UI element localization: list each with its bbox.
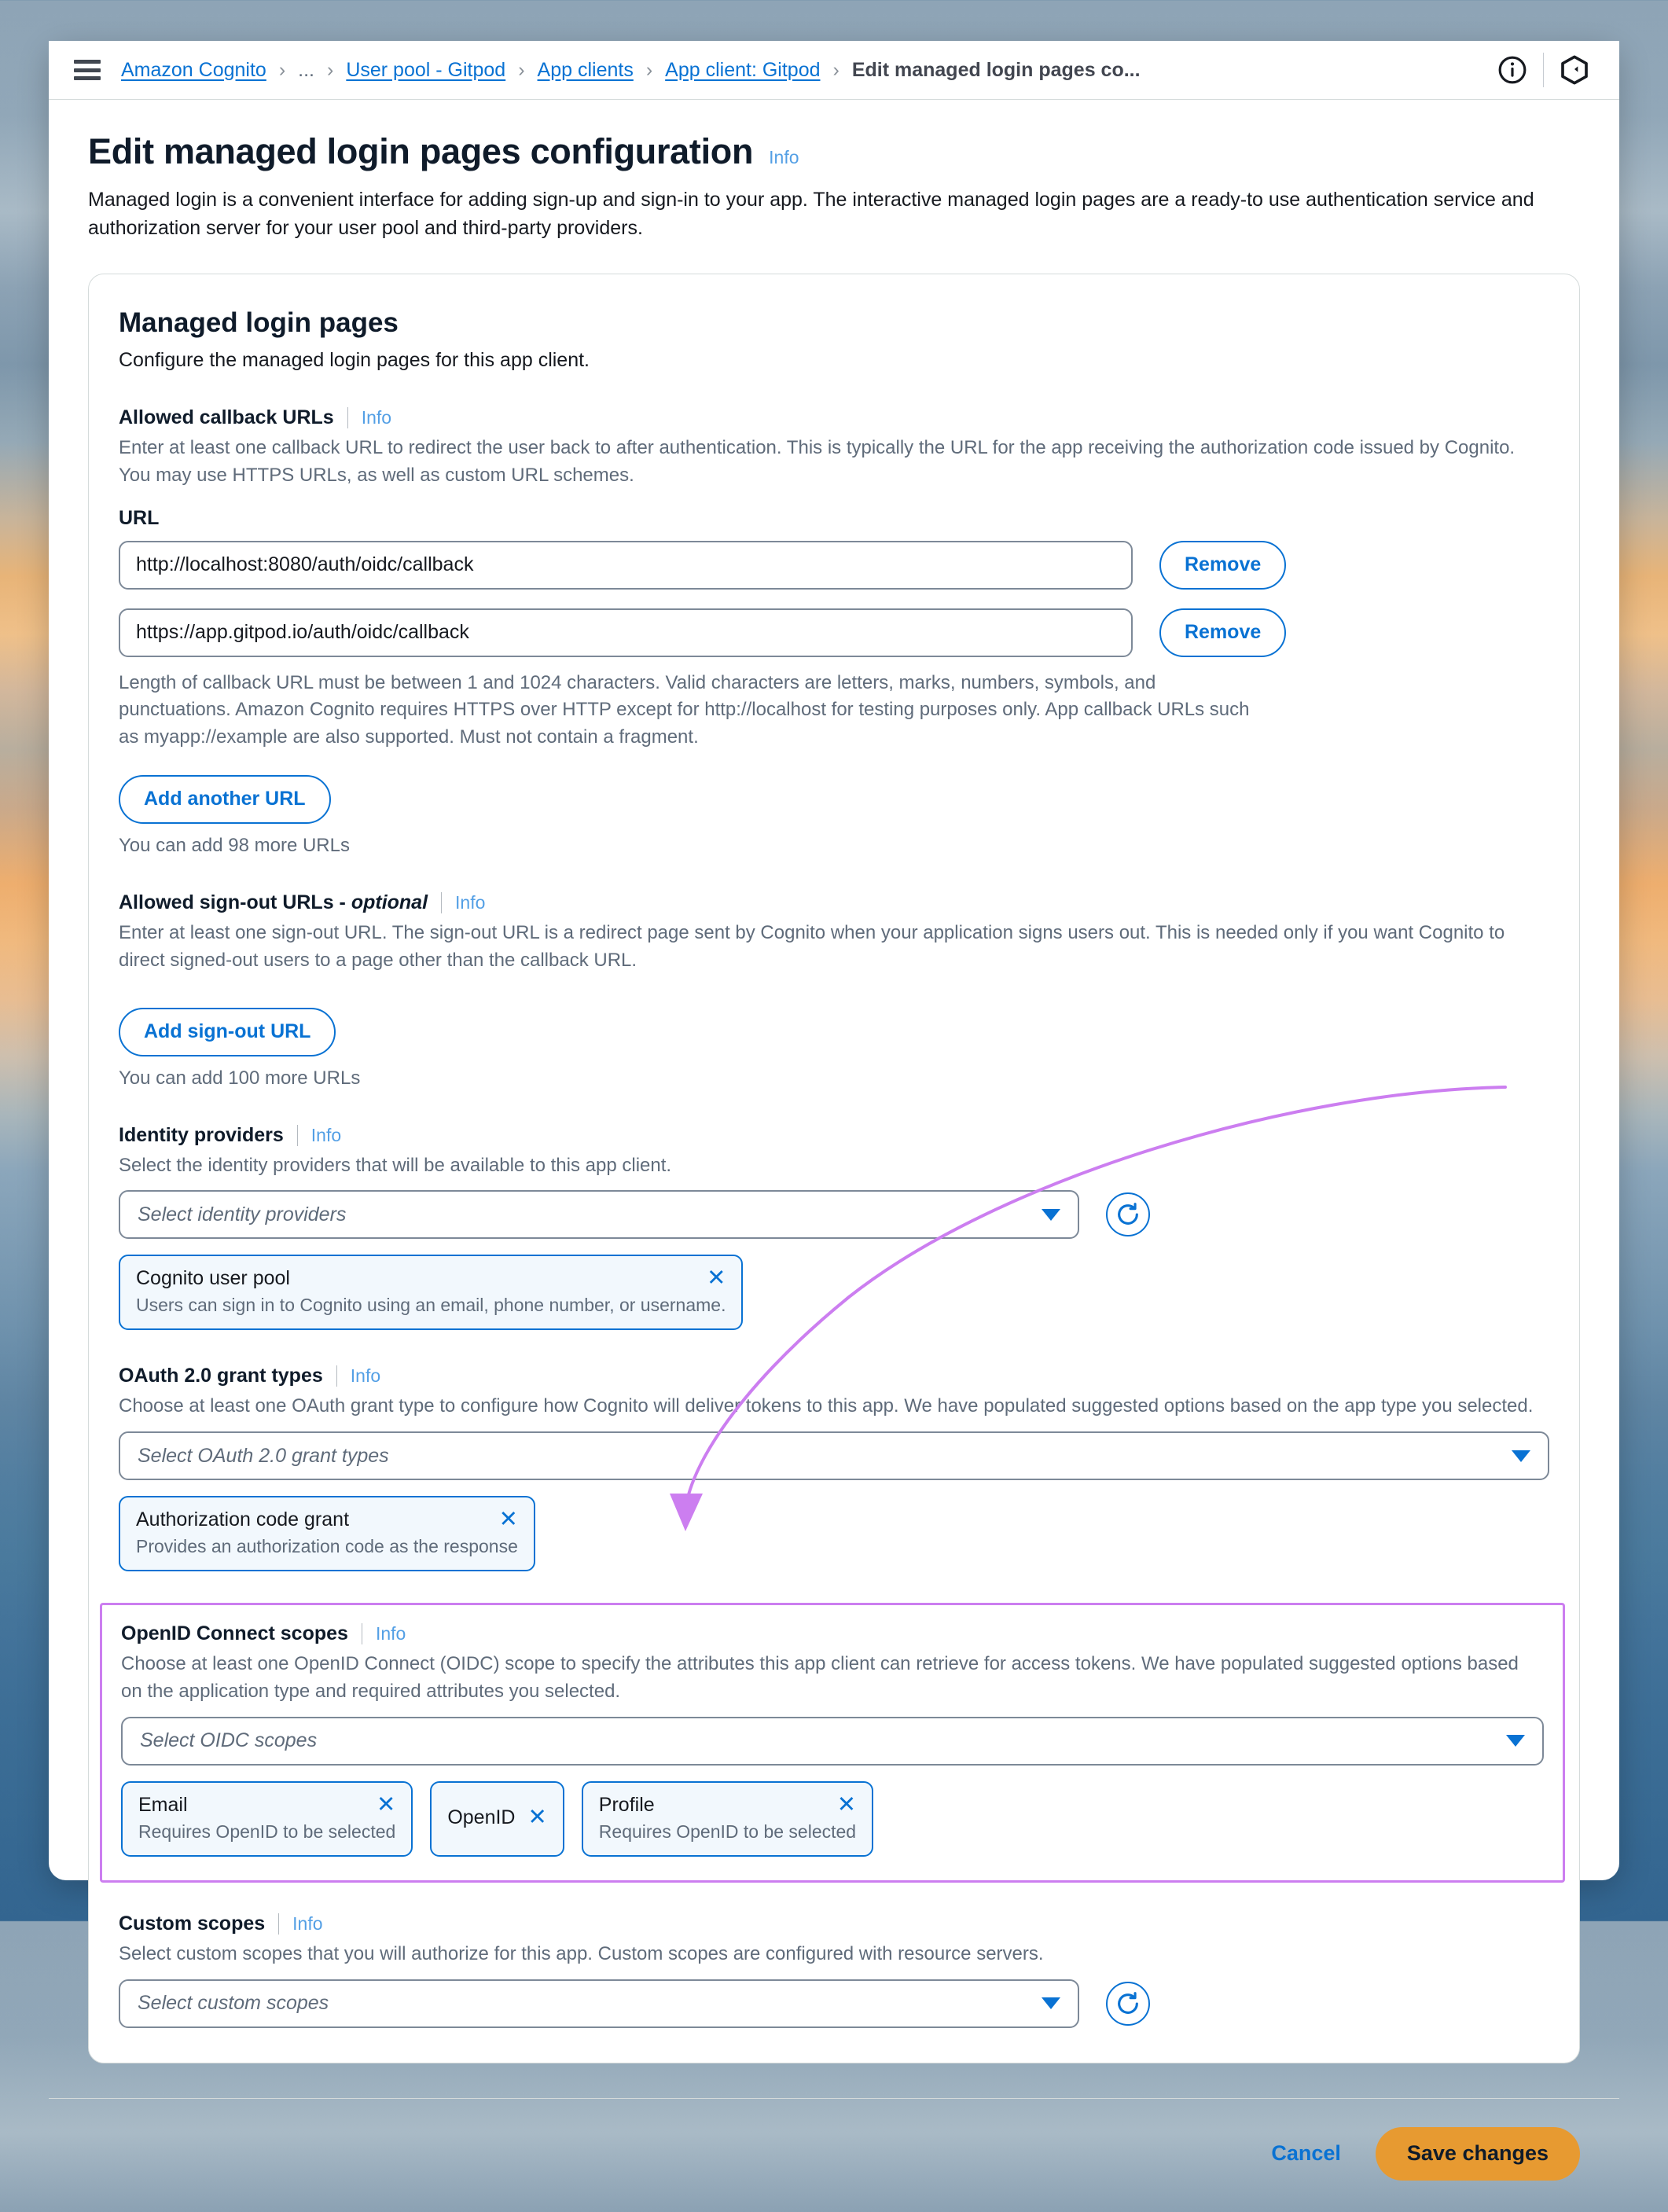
chip-title: Authorization code grant [136,1508,350,1531]
chevron-down-icon [1042,1209,1060,1221]
add-another-url-button[interactable]: Add another URL [119,775,331,824]
remove-callback-url-button-2[interactable]: Remove [1159,608,1286,657]
custom-scopes-label: Custom scopes [119,1912,266,1935]
identity-providers-description: Select the identity providers that will be available to this app client. [119,1154,672,1176]
allowed-signout-urls-description: Enter at least one sign-out URL. The sign-out URL is a redirect page sent by Cognito when your application signs users out. This is needed only if you want Cognito to direct signed-out users to a page other than the callback URL. [119,921,1505,971]
breadcrumb-item-app-client-gitpod[interactable]: App client: Gitpod [665,58,821,81]
label-divider [278,1913,279,1935]
chip-title: OpenID [447,1806,516,1829]
chevron-down-icon [1512,1450,1530,1462]
breadcrumb-item-ellipsis[interactable]: ... [298,58,314,81]
toolbar-divider [1543,53,1544,87]
breadcrumb-separator: › [327,58,334,81]
callback-url-input-1[interactable] [119,541,1133,590]
oauth-grant-types-description: Choose at least one OAuth grant type to configure how Cognito will deliver tokens to this app. We have populated suggested options based on the app type you selected. [119,1395,1534,1417]
breadcrumb-item-amazon-cognito[interactable]: Amazon Cognito [121,58,266,81]
close-icon[interactable]: ✕ [377,1791,396,1817]
chip-cognito-user-pool [119,1255,743,1330]
chevron-down-icon [1042,1997,1060,2009]
breadcrumb-item-current: Edit managed login pages co... [851,58,1141,81]
identity-providers-select-row [119,1190,1549,1239]
cancel-button[interactable]: Cancel [1271,2141,1341,2166]
card-title: Managed login pages [119,307,399,338]
custom-scopes-field [119,1913,1549,2028]
chip-title: Email [138,1793,188,1816]
close-icon[interactable]: ✕ [527,1805,547,1831]
refresh-custom-scopes-button[interactable] [1106,1982,1150,2026]
close-icon[interactable]: ✕ [498,1507,518,1533]
label-divider [347,407,348,428]
callback-url-row-1 [119,541,1549,590]
breadcrumb-separator: › [832,58,840,81]
chip-title: Cognito user pool [136,1267,290,1290]
breadcrumb-separator: › [518,58,525,81]
add-another-url-wrapper [119,775,331,824]
chip-header [598,1791,857,1817]
chip-openid [430,1781,564,1857]
callback-url-input-2[interactable] [119,608,1133,657]
breadcrumb [121,59,1490,82]
oidc-scopes-highlight-box [100,1603,1565,1883]
oauth-grant-types-label-row [119,1365,1549,1387]
chip-email [121,1781,413,1857]
save-changes-button[interactable]: Save changes [1376,2127,1580,2181]
identity-providers-placeholder: Select identity providers [138,1203,347,1225]
hamburger-menu-icon[interactable] [74,60,101,80]
oidc-scopes-placeholder: Select OIDC scopes [140,1729,318,1752]
chip-header [447,1806,546,1829]
allowed-callback-urls-field [119,406,1549,857]
oauth-grant-types-field [119,1365,1549,1571]
page-info-link[interactable]: Info [769,147,799,167]
allowed-signout-urls-label-text: Allowed sign-out URLs - [119,891,351,913]
breadcrumb-bar [49,41,1619,100]
chevron-down-icon [1506,1735,1525,1747]
identity-providers-selected-chips [119,1255,1549,1330]
breadcrumb-separator: › [278,58,286,81]
add-signout-url-button[interactable]: Add sign-out URL [119,1008,336,1056]
form-footer [49,2098,1619,2212]
chip-description: Provides an authorization code as the response [136,1536,518,1557]
callback-url-counter: You can add 98 more URLs [119,834,350,856]
identity-providers-select[interactable] [119,1190,1079,1239]
page-header [88,131,1580,172]
custom-scopes-select[interactable] [119,1979,1079,2028]
label-divider [336,1365,337,1387]
oidc-scopes-label-row [121,1622,1544,1645]
allowed-callback-urls-label-row [119,406,1549,429]
oidc-scopes-field [121,1622,1544,1857]
allowed-signout-urls-info-link[interactable]: Info [455,891,486,913]
breadcrumb-separator: › [645,58,653,81]
managed-login-pages-card [88,274,1580,2063]
allowed-signout-urls-field [119,891,1549,1089]
allowed-callback-urls-description: Enter at least one callback URL to redirect the user back to after authentication. This is typically the URL for the app receiving the authorization code issued by Cognito. You may use HTTPS URLs, as well as custom URL schemes. [119,437,1516,486]
allowed-callback-urls-label: Allowed callback URLs [119,406,334,428]
oauth-grant-types-select[interactable] [119,1431,1549,1480]
chip-header [138,1791,396,1817]
oauth-grant-types-info-link[interactable]: Info [350,1365,381,1387]
custom-scopes-label-row [119,1913,1549,1935]
signout-url-counter: You can add 100 more URLs [119,1067,361,1089]
card-subtitle: Configure the managed login pages for this app client. [119,349,590,371]
custom-scopes-select-row [119,1979,1549,2028]
label-divider [297,1125,298,1146]
oidc-scopes-info-link[interactable]: Info [375,1623,406,1644]
close-icon[interactable]: ✕ [836,1791,857,1817]
page-description: Managed login is a convenient interface for adding sign-up and sign-in to your app. The interactive managed login pages are a ready-to use authentication service and authorization server for your user pool and third-party providers. [88,189,1534,239]
refresh-identity-providers-button[interactable] [1106,1192,1150,1236]
page-title: Edit managed login pages configuration [88,131,754,171]
page-content [49,100,1619,2063]
callback-url-helper-text: Length of callback URL must be between 1 and 1024 characters. Valid characters are letters, marks, numbers, symbols, and punctuations. Amazon Cognito requires HTTPS over HTTP except for http://localhost for testing purposes only. App callback URLs such as myapp://example are also supported. Must not contain a fragment. [119,671,1250,748]
chip-description: Requires OpenID to be selected [138,1821,396,1842]
chip-header [136,1508,518,1531]
oidc-scopes-description: Choose at least one OpenID Connect (OIDC) scope to specify the attributes this app client can retrieve for access tokens. We have populated suggested options based on the application type and required attributes you selected. [121,1653,1519,1702]
browser-window [49,41,1619,2166]
chip-title: Profile [598,1793,655,1816]
breadcrumb-item-app-clients[interactable]: App clients [537,58,634,81]
close-icon[interactable]: ✕ [707,1266,726,1292]
identity-providers-info-link[interactable]: Info [310,1124,342,1145]
oauth-grant-types-label: OAuth 2.0 grant types [119,1365,323,1387]
allowed-signout-urls-label [119,891,428,914]
chip-profile [582,1781,873,1857]
allowed-callback-urls-info-link[interactable]: Info [361,407,392,428]
chip-authorization-code-grant [119,1496,535,1571]
topbar-actions [1490,47,1597,93]
oidc-scopes-select-row [121,1717,1544,1766]
breadcrumb-item-user-pool[interactable]: User pool - Gitpod [346,58,506,81]
url-sublabel: URL [119,506,160,529]
custom-scopes-info-link[interactable]: Info [292,1913,323,1934]
label-divider [441,892,442,913]
add-signout-url-wrapper [119,1008,336,1056]
identity-providers-label-row [119,1124,1549,1147]
chip-description: Requires OpenID to be selected [598,1821,857,1842]
chip-description: Users can sign in to Cognito using an email, phone number, or username. [136,1295,726,1316]
custom-scopes-description: Select custom scopes that you will authorize for this app. Custom scopes are configured with resource servers. [119,1942,1044,1964]
identity-providers-label: Identity providers [119,1123,284,1146]
oidc-scopes-label: OpenID Connect scopes [121,1622,348,1645]
callback-url-row-2 [119,608,1549,657]
allowed-signout-urls-label-row [119,891,1549,914]
identity-providers-field [119,1124,1549,1331]
aws-q-hexagon-icon[interactable] [1552,47,1597,93]
oauth-grant-types-selected-chips [119,1496,1549,1571]
oidc-scopes-select[interactable] [121,1717,1544,1766]
remove-callback-url-button-1[interactable]: Remove [1159,541,1286,590]
oauth-grant-types-placeholder: Select OAuth 2.0 grant types [138,1444,389,1467]
oauth-grant-types-select-row [119,1431,1549,1480]
oidc-scopes-selected-chips [121,1781,1544,1857]
custom-scopes-placeholder: Select custom scopes [138,1992,329,2015]
info-circle-icon[interactable] [1490,47,1535,93]
chip-header [136,1267,726,1290]
allowed-signout-urls-optional-text: optional [351,891,428,913]
